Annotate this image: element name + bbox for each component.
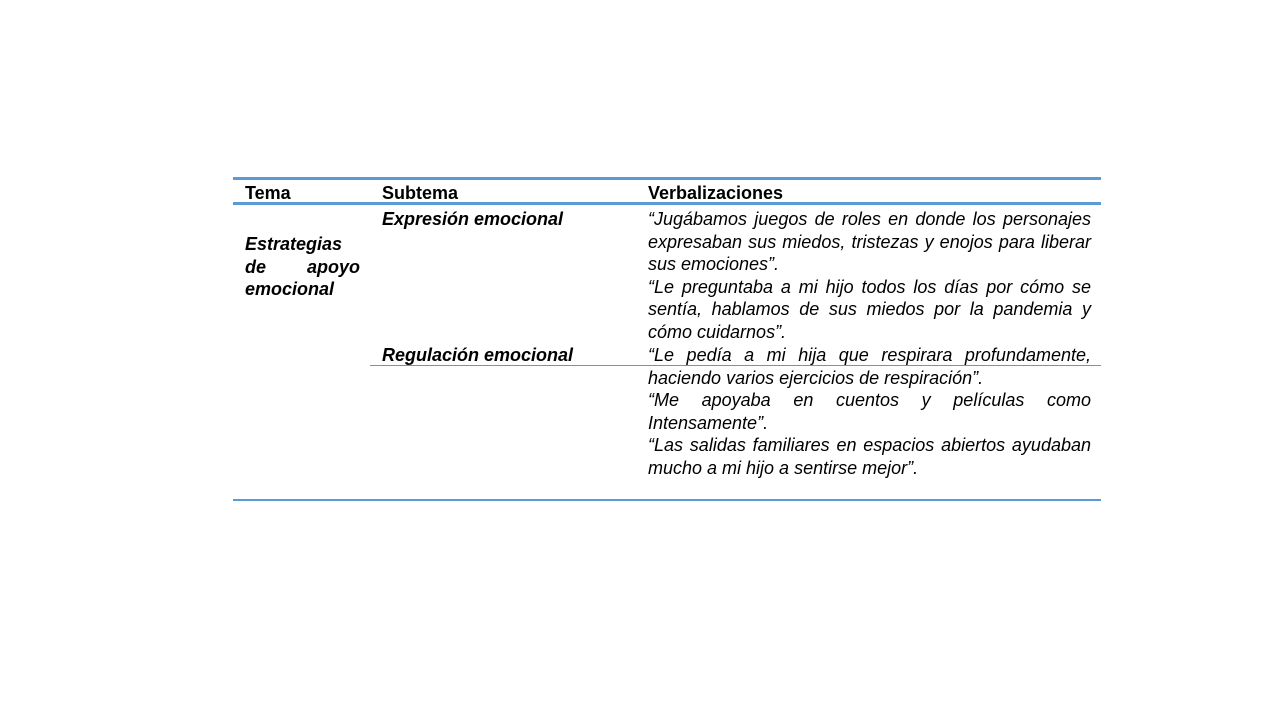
tema-line — [245, 256, 360, 279]
header-tema: Tema — [245, 183, 291, 203]
quote-text: “Le preguntaba a mi hijo todos los días por cómo se sentía, hablamos de sus miedos por la pandemia y cómo cuidarnos”. — [648, 276, 1091, 342]
tema-line: Estrategias — [245, 234, 343, 254]
quote-text: “Jugábamos juegos de roles en donde los personajes expresaban sus miedos, tristezas y enojos para liberar sus emociones”. — [648, 209, 1091, 274]
table-bottom-rule — [233, 499, 1101, 501]
verbalizaciones-cell — [648, 344, 1091, 479]
tema-line: emocional — [245, 279, 335, 299]
tema-word: apoyo — [306, 256, 360, 277]
header-verbalizaciones: Verbalizaciones — [648, 183, 784, 203]
quote-text: “Le pedía a mi hija que respirara profundamente, haciendo varios ejercicios de respiración”. — [648, 345, 1091, 388]
table-header-row — [233, 180, 1101, 202]
subtema-cell: Regulación emocional — [382, 345, 574, 365]
results-table — [233, 177, 1101, 501]
tema-cell — [245, 233, 360, 301]
quote-text: “Me apoyaba en cuentos y películas como Intensamente”. — [648, 390, 1091, 433]
quote-text: “Las salidas familiares en espacios abiertos ayudaban mucho a mi hijo a sentirse mejor”. — [648, 435, 1091, 478]
subtema-cell: Expresión emocional — [382, 209, 564, 229]
table-body — [233, 205, 1101, 499]
header-subtema: Subtema — [382, 183, 459, 203]
tema-word: de — [245, 256, 267, 277]
verbalizaciones-cell — [648, 208, 1091, 343]
